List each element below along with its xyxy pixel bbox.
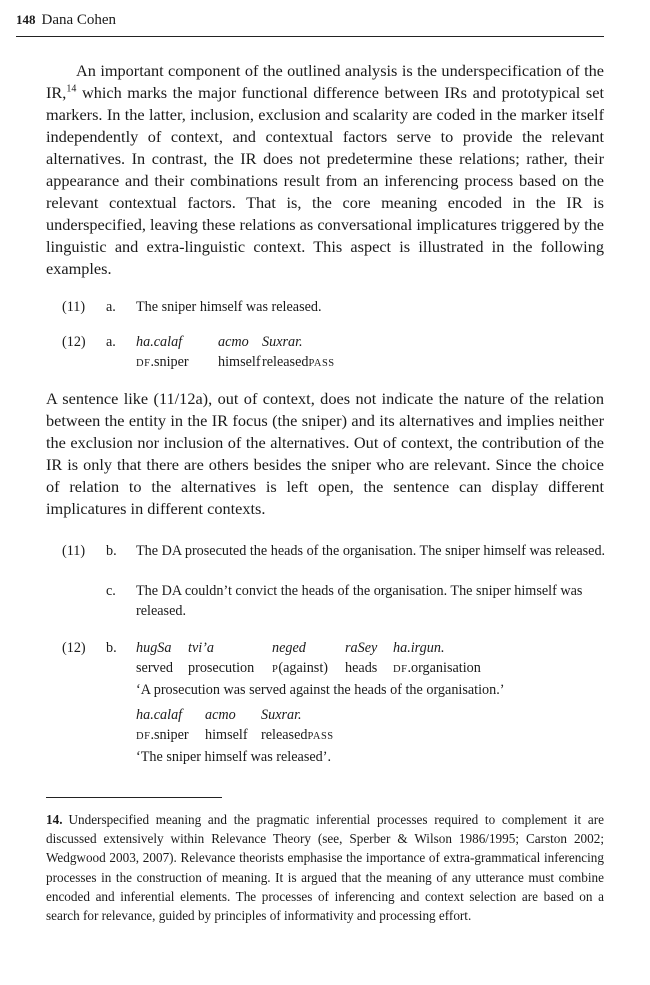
translation-line: ‘A prosecution was served against the heads of the organisation.’ [136, 682, 505, 698]
hebrew-word: ha.calaf [136, 334, 183, 350]
paragraph-text: An important component of the outlined analysis is the underspecification of the IR, [46, 61, 604, 102]
hebrew-word: raSey [345, 640, 378, 656]
hebrew-word: Suxrar. [261, 707, 302, 723]
example-letter: c. [106, 583, 116, 599]
example-letter: a. [106, 299, 116, 315]
hebrew-word: acmo [218, 334, 249, 350]
hebrew-word: neged [272, 640, 306, 656]
example-number: (12) [62, 640, 86, 656]
body-paragraph-2: A sentence like (11/12a), out of context, does not indicate the nature of the relation between the entity in the IR focus (the sniper) and its alternatives and implies neither the exclusion nor inclusion of the alternatives. Out of context, the contribution of the IR is only that there are others besides the sniper who are relevant. Since the choice of relation to the alternatives is left open, the sentence can display different implicatures in different contexts. [46, 389, 604, 518]
gloss-word: P(against) [272, 660, 328, 676]
gloss-word: DF.organisation [393, 660, 481, 676]
hebrew-line [136, 705, 606, 725]
example-text: The DA prosecuted the heads of the organisation. The sniper himself was released. [136, 543, 606, 559]
gloss-line [136, 352, 606, 374]
running-head-author: Dana Cohen [41, 12, 117, 28]
interlinear-gloss [136, 332, 606, 374]
gloss-word: releasedPASS [261, 727, 334, 743]
example-text: The DA couldn’t convict the heads of the organisation. The sniper himself was released. [136, 583, 583, 619]
interlinear-gloss [136, 638, 606, 767]
example-number: (12) [62, 334, 86, 350]
body-paragraph-1 [46, 60, 604, 280]
example-letter: b. [106, 543, 117, 559]
gloss-word: releasedPASS [262, 354, 335, 370]
gloss-word: himself [205, 727, 248, 743]
footnote-number: 14. [46, 812, 63, 827]
translation-line: ‘The sniper himself was released’. [136, 749, 332, 765]
gloss-word: himself [218, 354, 261, 370]
gloss-word: prosecution [188, 660, 255, 676]
hebrew-word: hugSa [136, 640, 172, 656]
footnote-reference: 14 [66, 83, 77, 95]
hebrew-line [136, 638, 606, 658]
gloss-word: heads [345, 660, 378, 676]
gloss-line [136, 658, 606, 680]
page-number: 148 [16, 12, 36, 27]
footnote-text: Underspecified meaning and the pragmatic inferential processes required to complement it are discussed extensively within Relevance Theory (see, Sperber & Wilson 1986/1995; Carston 2002; Wedgwood 2003, 2007). Relevance theorists emphasise the importance of extra-grammatical inferencing processes in the construction of meaning. It is argued that the meaning of any utterance must combine encoded and inferential elements. The processes of inferencing and context selection are based on a search for relevance, guided by principles of informativity and processing effort. [46, 812, 604, 924]
footnote-divider [46, 797, 222, 798]
example-letter: a. [106, 334, 116, 350]
hebrew-word: Suxrar. [262, 334, 303, 350]
gloss-line [136, 725, 606, 747]
example-number: (11) [62, 543, 86, 559]
gloss-word: DF.sniper [136, 354, 189, 370]
hebrew-word: acmo [205, 707, 236, 723]
example-letter: b. [106, 640, 117, 656]
footnote-14 [46, 810, 604, 925]
hebrew-word: tvi’a [188, 640, 214, 656]
hebrew-line [136, 332, 606, 352]
hebrew-word: ha.calaf [136, 707, 183, 723]
example-text: The sniper himself was released. [136, 299, 322, 315]
running-header [16, 10, 604, 37]
hebrew-word: ha.irgun. [393, 640, 445, 656]
gloss-word: served [136, 660, 174, 676]
example-number: (11) [62, 299, 86, 315]
paragraph-text: which marks the major functional difference between IRs and prototypical set markers. In the latter, inclusion, exclusion and scalarity are coded in the marker itself independently of context, and contextual factors serve to provide the relevant alternatives. In contrast, the IR does not predetermine these relations; rather, their appearance and their combinations result from an inferencing process based on the relevant contextual factors. That is, the core meaning encoded in the IR is underspecified, leaving these relations as conversational implicatures triggered by the linguistic and extra-linguistic context. This aspect is illustrated in the following examples. [46, 83, 604, 278]
gloss-word: DF.sniper [136, 727, 189, 743]
